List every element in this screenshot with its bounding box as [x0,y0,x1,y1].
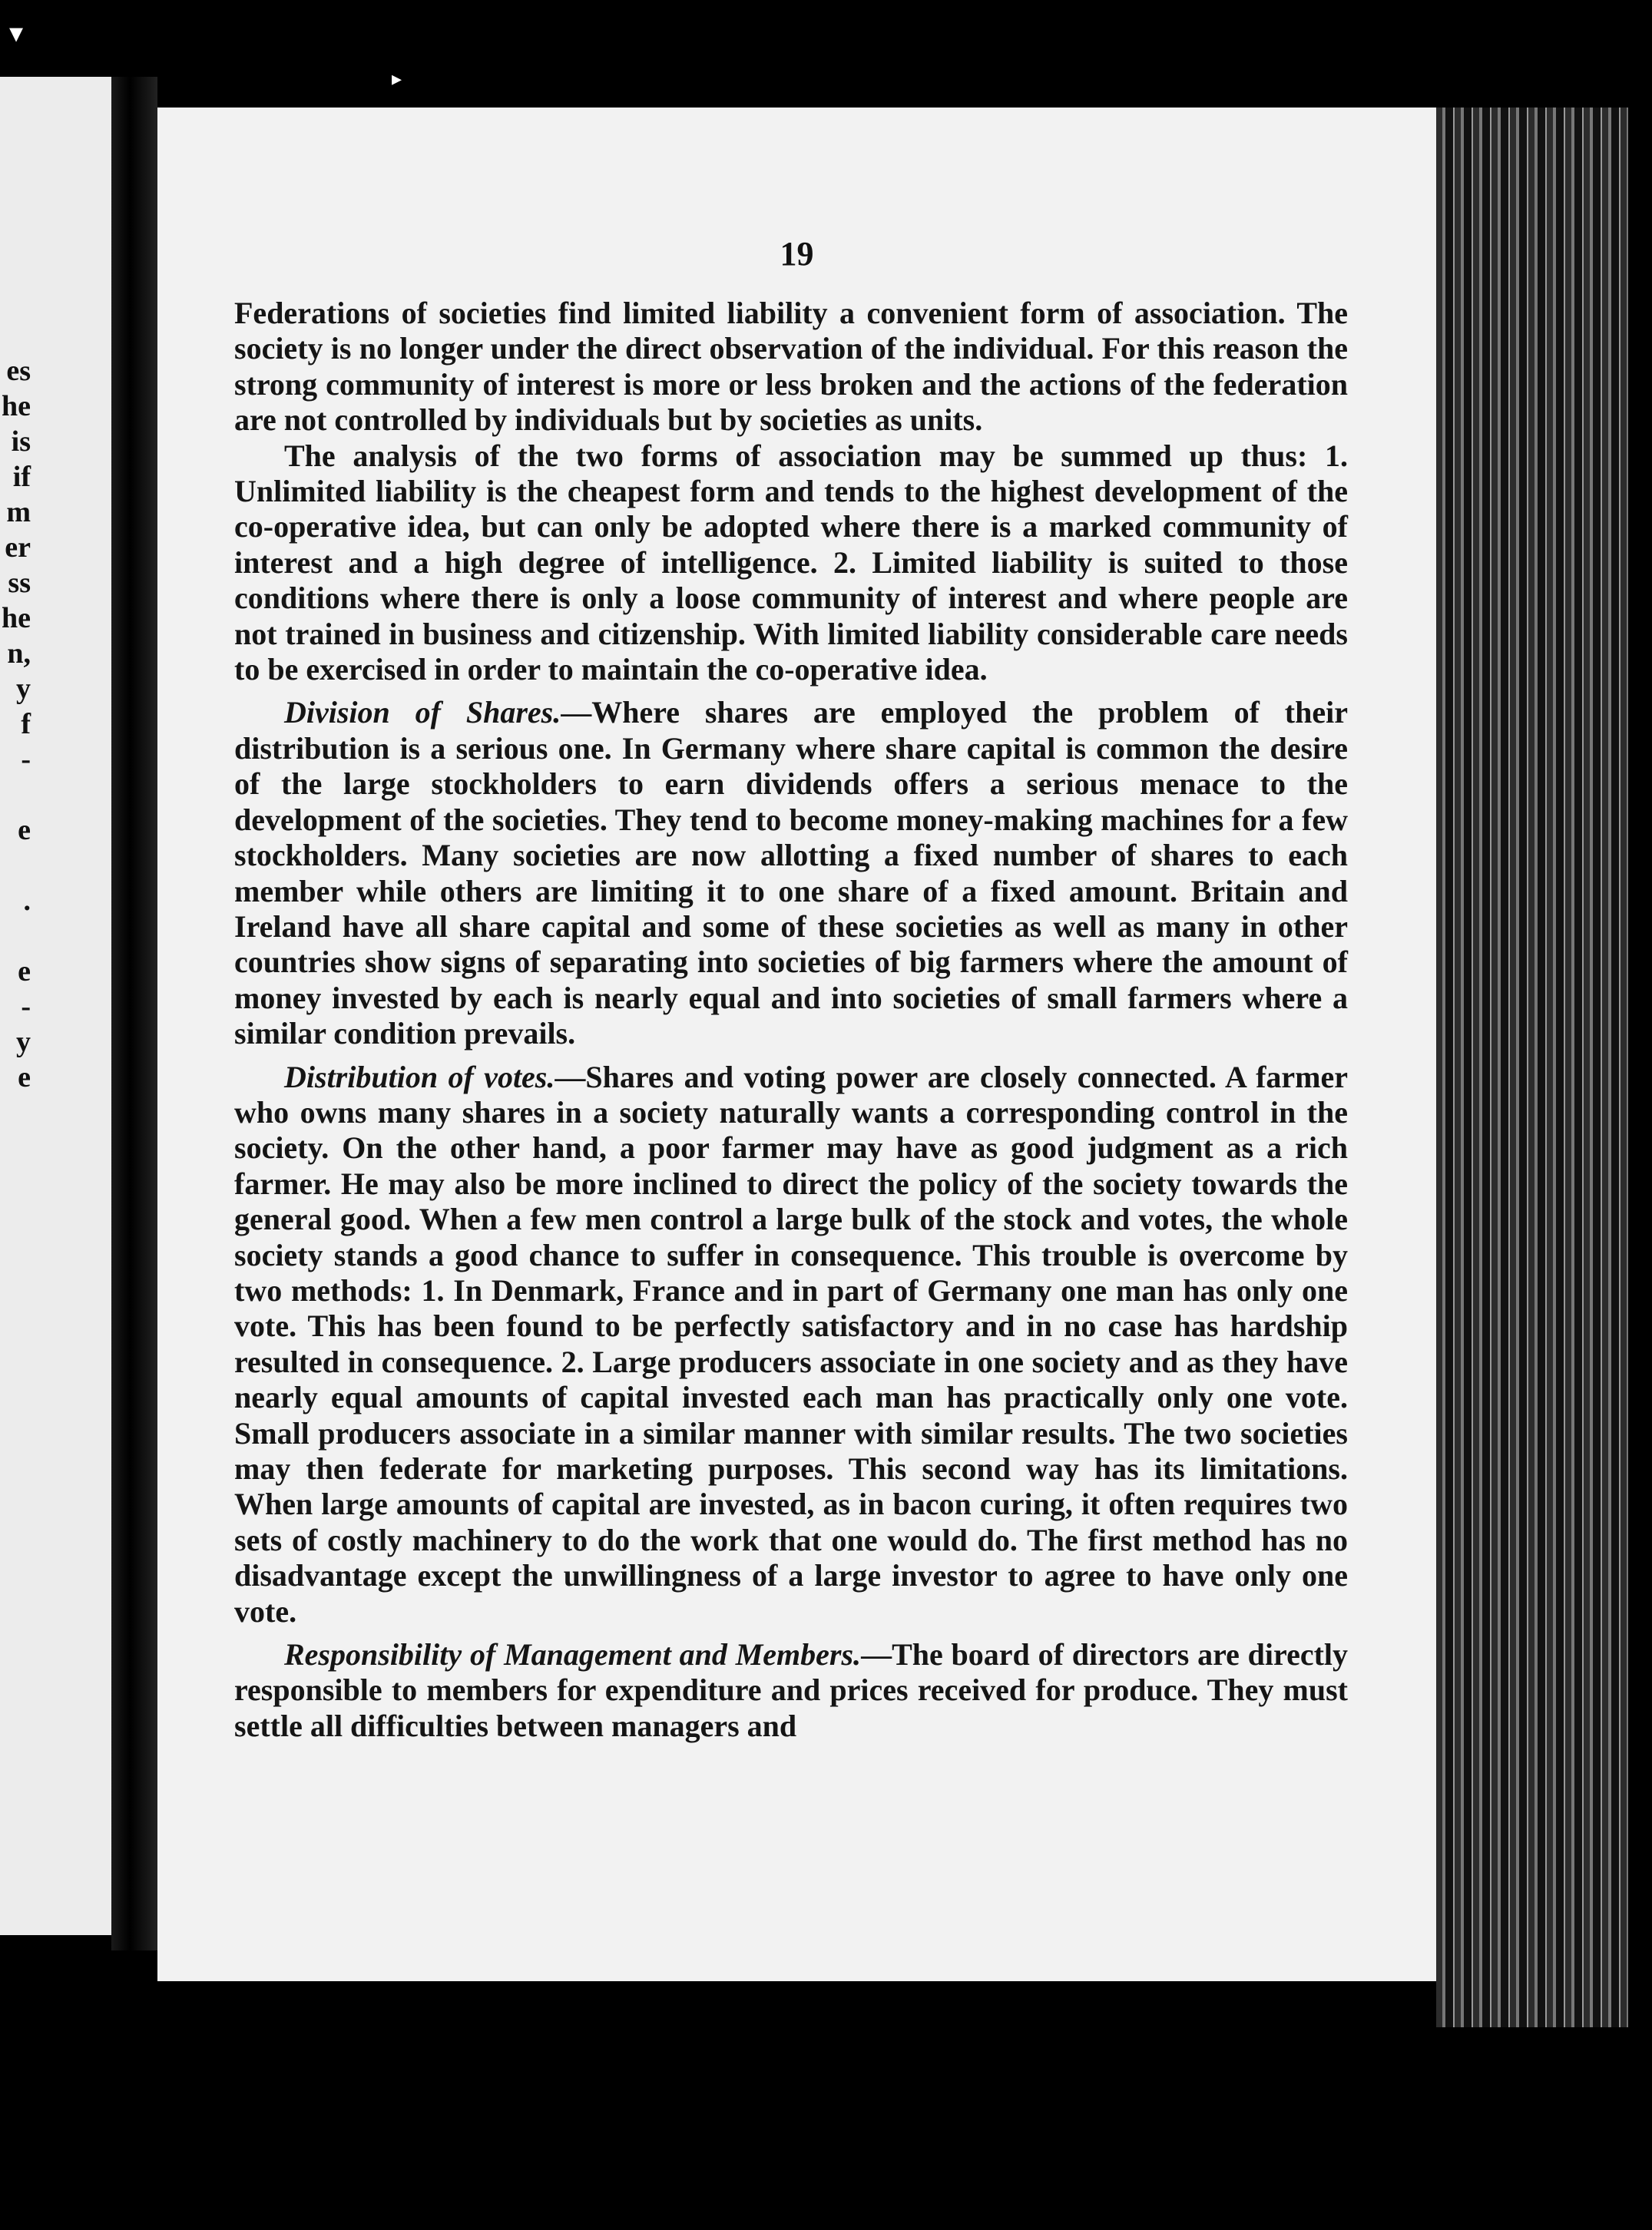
decorative-mark-top: ▾ [9,18,24,48]
paragraph-text: The analysis of the two forms of association may be summed up thus: 1. Unlimited liability is the cheapest form and tends to the highest development of the co-operative idea, but can only be adopted where there is a marked community of interest and a high degree of intelligence. 2. Limited liability is suited to those conditions where there is only a loose community of interest and where people are not trained in business and citizenship. With limited liability considerable care needs to be exercised in order to maintain the co-operative idea. [234,438,1348,687]
paragraph-text: —Where shares are employed the problem of their distribution is a serious one. In Germany where share capital is common the desire of the large stockholders to earn dividends offers a serious menace to the development of the societies. They tend to become money-making machines for a few stockholders. Many societies are now allotting a fixed number of shares to each member while others are limiting it to one share of a fixed amount. Britain and Ireland have all share capital and some of these societies as well as many in other countries show signs of separating into societies of big farmers where the amount of money invested by each is nearly equal and into societies of small farmers where a similar condition prevails. [234,695,1348,1051]
left-edge-fragment: er [5,531,31,564]
left-edge-fragment: f [21,708,31,740]
left-edge-fragment: m [6,496,31,528]
section-heading: Division of Shares. [284,695,561,730]
left-edge-fragment: es [6,355,31,387]
left-edge-fragment: y [16,1026,31,1058]
paragraph-division-of-shares [234,695,1348,1051]
paragraph-responsibility [234,1637,1348,1744]
page-edges [1436,108,1628,2027]
left-edge-fragment: - [21,991,31,1023]
paragraph-text: Federations of societies find limited liability a convenient form of association. The society is no longer under the direct observation of the individual. For this reason the strong community of interest is more or less broken and the actions of the federation are not controlled by individuals but by societies as units. [234,296,1348,438]
left-edge-fragment [0,848,31,883]
left-edge-fragment [0,777,31,812]
left-edge-fragment: he [2,390,31,422]
paragraph-text: —The board of directors are directly responsible to members for expenditure and prices received for produce. They must settle all difficulties between managers and [234,1637,1349,1743]
left-edge-fragment: e [18,1061,31,1093]
book-page [157,108,1436,1981]
left-edge-fragment: n, [7,637,31,670]
book-gutter [111,77,157,1950]
paragraph-federations [234,296,1348,438]
paragraph-text: —Shares and voting power are closely connected. A farmer who owns many shares in a society naturally wants a corresponding control in the society. On the other hand, a poor farmer may have as good judgment as a rich farmer. He may also be more inclined to direct the policy of the society towards the general good. When a few men control a large bulk of the stock and votes, the whole society stands a good chance to suffer in consequence. This trouble is overcome by two methods: 1. In Denmark, France and in part of Germany one man has only one vote. This has been found to be perfectly satisfactory and in no case has hardship resulted in consequence. 2. Large producers associate in one society and as they have nearly equal amounts of capital invested each man has practically only one vote. Small producers associate in a similar manner with similar results. The two societies may then federate for marketing purposes. This second way has its limitations. When large amounts of capital are invested, as in bacon curing, it often requires two sets of costly machinery to do the work that one would do. The first method has no disadvantage except the unwillingness of a large investor to agree to have only one vote. [234,1059,1348,1629]
left-edge-fragment: - [21,743,31,776]
paragraph-analysis [234,438,1348,688]
left-edge-fragment: he [2,602,31,634]
left-edge-fragment: e [18,955,31,988]
left-edge-fragment [0,918,31,954]
left-edge-fragment: . [23,885,31,917]
page-number: 19 [780,235,814,273]
left-page [0,77,111,1935]
left-edge-fragment: if [12,461,31,493]
left-edge-fragment: y [16,673,31,705]
left-page-edge-text [0,353,31,1095]
decorative-mark-top-2: ▸ [392,68,402,90]
section-heading: Distribution of votes. [284,1059,555,1094]
left-edge-fragment: ss [8,567,31,599]
left-edge-fragment: e [18,814,31,846]
paragraph-distribution-of-votes [234,1060,1348,1630]
left-edge-fragment: is [11,425,31,458]
section-heading: Responsibility of Management and Members. [284,1637,862,1672]
page-body [234,296,1348,1752]
